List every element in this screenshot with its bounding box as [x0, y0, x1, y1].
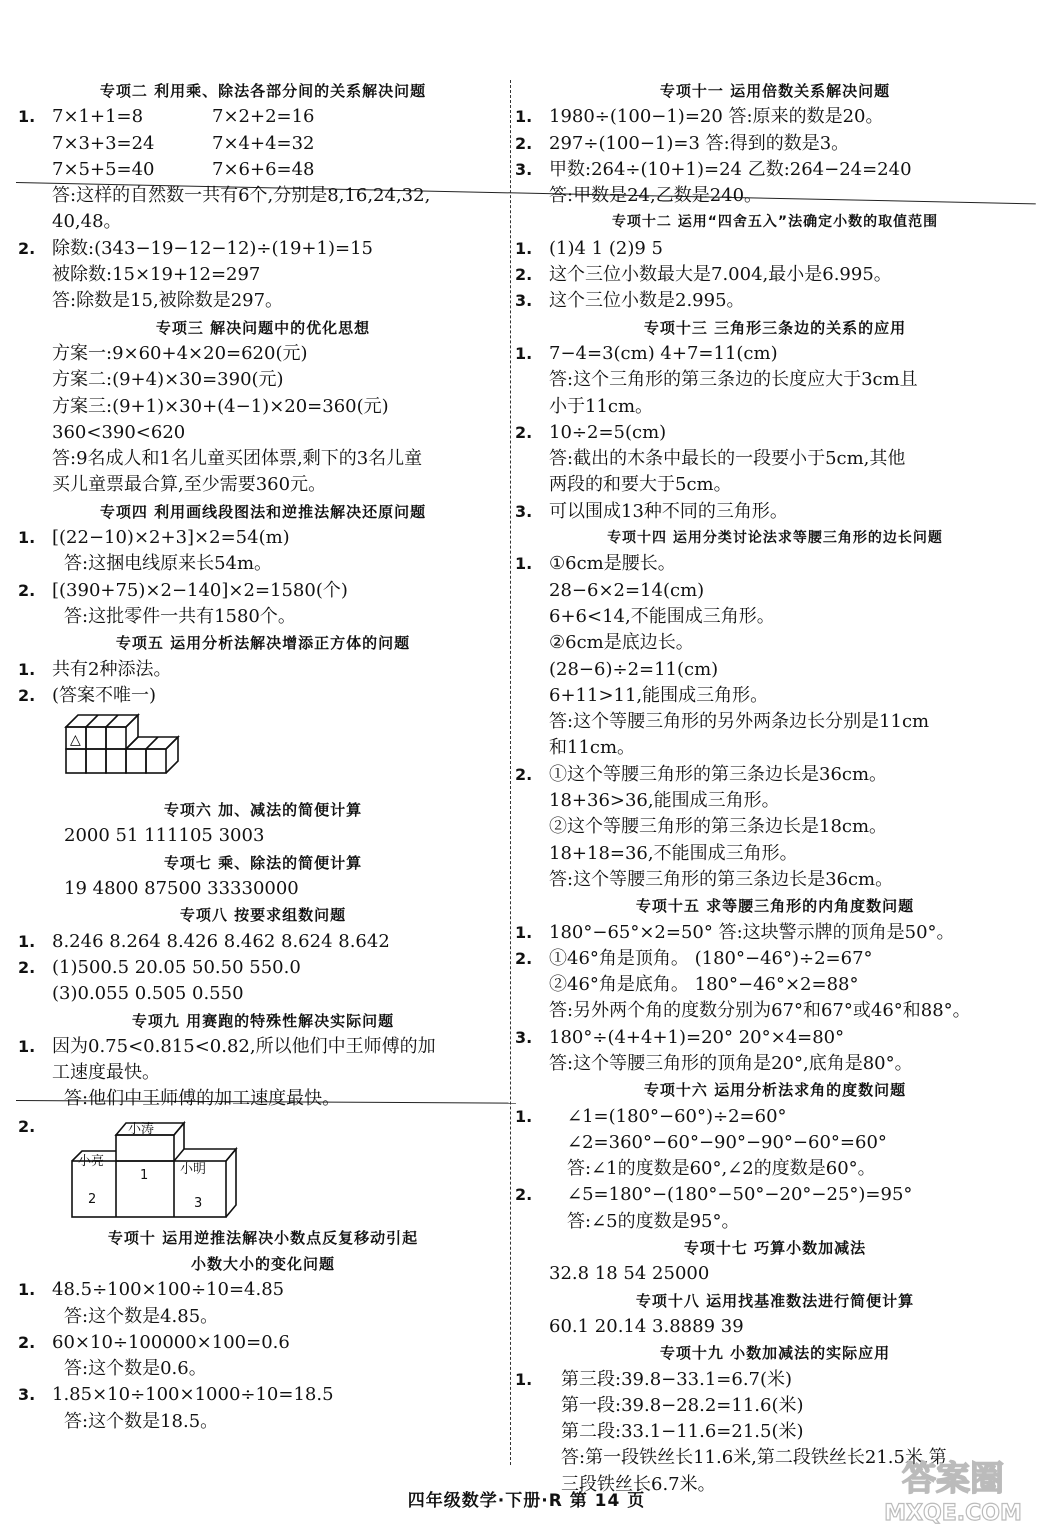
- podium-label-top: 小涛: [128, 1121, 155, 1137]
- podium-figure: [18, 1113, 508, 1225]
- cube-figure: [18, 709, 508, 787]
- equation: 7×6+6=48: [212, 158, 315, 180]
- question-number: 2.: [18, 1332, 36, 1352]
- answer-text: 18+18=36,不能围成三角形。: [549, 842, 798, 864]
- equation: ∠5=180°−(180°−50°−20°−25°)=95°: [567, 1184, 913, 1206]
- question-number: 2.: [18, 238, 36, 258]
- answer-text: 6+6<14,不能围成三角形。: [549, 605, 775, 627]
- answer-text: 买儿童票最合算,至少需要360元。: [52, 474, 327, 496]
- equation: 297÷(100−1)=3 答:得到的数是3。: [549, 132, 850, 154]
- equation: ①46°角是顶角。 (180°−46°)÷2=67°: [549, 947, 873, 969]
- equation: 7×2+2=16: [212, 106, 315, 128]
- answer-text: 6+11>11,能围成三角形。: [549, 684, 769, 706]
- answer-text: 答:∠1的度数是60°,∠2的度数是60°。: [567, 1158, 876, 1180]
- right-column: [515, 78, 1035, 1498]
- equation: 第二段:33.1−11.6=21.5(米): [561, 1421, 804, 1443]
- section-title: 专项十二 运用“四舍五入”法确定小数的取值范围: [611, 214, 939, 231]
- question-number: 1.: [515, 1106, 533, 1126]
- question-number: 3.: [515, 1027, 533, 1047]
- equation: ∠2=360°−60°−90°−90°−60°=60°: [567, 1131, 887, 1153]
- answer-list: 19 4800 87500 33330000: [64, 878, 299, 900]
- watermark-url: MXQE.COM: [884, 1501, 1022, 1526]
- answer-text: 答:这批零件一共有1580个。: [64, 605, 296, 627]
- question-number: 1.: [515, 554, 533, 574]
- answer-text: 这个三位小数最大是7.004,最小是6.995。: [549, 264, 892, 286]
- equation: ∠1=(180°−60°)÷2=60°: [567, 1105, 787, 1127]
- question-number: 3.: [515, 159, 533, 179]
- equation: 28−6×2=14(cm): [549, 579, 705, 601]
- equation: 48.5÷100×100÷10=4.85: [52, 1279, 285, 1301]
- answer-text: 答:9名成人和1名儿童买团体票,剩下的3名儿童: [52, 448, 423, 470]
- watermark-text: 答案圈: [902, 1459, 1004, 1499]
- podium-rank: 2: [88, 1191, 97, 1207]
- section-title: 专项十一 运用倍数关系解决问题: [659, 82, 891, 100]
- answer-text: 三段铁丝长6.7米。: [561, 1473, 716, 1495]
- answer-list: (1)4 1 (2)9 5: [549, 237, 663, 259]
- equation: (28−6)÷2=11(cm): [549, 658, 719, 680]
- equation: 60×10÷100000×100=0.6: [52, 1331, 290, 1353]
- answer-list: 2000 51 111105 3003: [64, 825, 265, 847]
- equation: 第一段:39.8−28.2=11.6(米): [561, 1394, 804, 1416]
- equation: 1.85×10÷100×1000÷10=18.5: [52, 1384, 334, 1406]
- answer-text: 答:截出的木条中最长的一段要小于5cm,其他: [549, 448, 906, 470]
- question-number: 2.: [18, 957, 36, 977]
- answer-text: 答:除数是15,被除数是297。: [52, 290, 284, 312]
- question-number: 1.: [515, 238, 533, 258]
- answer-text: 答:第一段铁丝长11.6米,第二段铁丝长21.5米,第: [561, 1447, 947, 1469]
- equation: 7×4+4=32: [212, 132, 315, 154]
- equation: 方案一:9×60+4×20=620(元): [52, 342, 308, 364]
- answer-list: (1)500.5 20.05 50.50 550.0: [52, 956, 301, 978]
- answer-text: 答:这个数是4.85。: [64, 1305, 219, 1327]
- answer-text: 答:这个数是18.5。: [64, 1410, 219, 1432]
- answer-text: 答:这个三角形的第三条边的长度应大于3cm且: [549, 369, 918, 391]
- equation: 7×5+5=40: [52, 158, 155, 180]
- answer-text: 答:这个等腰三角形的另外两条边长分别是11cm: [549, 711, 930, 733]
- question-number: 3.: [515, 291, 533, 311]
- section-title: 专项十八 运用找基准数法进行简便计算: [635, 1291, 915, 1310]
- answer-text: 答:这样的自然数一共有6个,分别是8,16,24,32,: [52, 185, 431, 207]
- question-number: 1.: [18, 528, 36, 548]
- question-number: 1.: [18, 1280, 36, 1300]
- answer-text: 答:甲数是24,乙数是240。: [549, 185, 763, 207]
- answer-text: 答:这捆电线原来长54m。: [64, 553, 273, 575]
- watermark-logo: [866, 1448, 1041, 1528]
- question-number: 1.: [515, 1369, 533, 1389]
- answer-text: 答:另外两个角的度数分别为67°和67°或46°和88°。: [549, 1000, 971, 1022]
- section-title: 专项六 加、减法的简便计算: [163, 801, 363, 820]
- column-divider: [510, 80, 511, 1465]
- question-number: 2.: [515, 133, 533, 153]
- answer-text: 因为0.75<0.815<0.82,所以他们中王师傅的加: [52, 1035, 436, 1057]
- equation: 方案二:(9+4)×30=390(元): [52, 369, 284, 391]
- answer-text: (答案不唯一): [52, 684, 157, 706]
- left-column: [18, 78, 508, 1435]
- equation: 7−4=3(cm) 4+7=11(cm): [549, 342, 778, 364]
- question-number: 2.: [515, 422, 533, 442]
- answer-text: ①这个等腰三角形的第三条边长是36cm。: [549, 763, 888, 785]
- answer-text: ①6cm是腰长。: [549, 553, 676, 575]
- answer-text: ②6cm是底边长。: [549, 632, 694, 654]
- answer-text: 答:∠5的度数是95°。: [567, 1210, 740, 1232]
- answer-text: 答:这个数是0.6。: [64, 1358, 207, 1380]
- answer-text: 两段的和要大于5cm。: [549, 474, 732, 496]
- section-title: 专项十九 小数加减法的实际应用: [659, 1344, 891, 1363]
- equation: 180°−65°×2=50° 答:这块警示牌的顶角是50°。: [549, 921, 955, 943]
- equation: 7×1+1=8: [52, 106, 144, 128]
- section-title: 小数大小的变化问题: [190, 1254, 335, 1273]
- answer-text: 共有2种添法。: [52, 658, 172, 680]
- section-title: 专项五 运用分析法解决增添正方体的问题: [115, 634, 411, 653]
- equation: 1980÷(100−1)=20 答:原来的数是20。: [549, 106, 884, 128]
- equation: 除数:(343−19−12−12)÷(19+1)=15: [52, 237, 373, 259]
- answer-list: 8.246 8.264 8.426 8.462 8.624 8.642: [52, 930, 390, 952]
- equation: 10÷2=5(cm): [549, 421, 667, 443]
- podium-label-left: 小亮: [78, 1153, 105, 1169]
- section-title: 专项十三 三角形三条边的关系的应用: [643, 318, 907, 337]
- answer-text: 可以围成13种不同的三角形。: [549, 500, 788, 522]
- section-title: 专项十五 求等腰三角形的内角度数问题: [635, 897, 915, 916]
- podium-label-right: 小明: [180, 1161, 207, 1177]
- answer-list: 32.8 18 54 25000: [549, 1263, 710, 1285]
- answer-text: 和11cm。: [549, 737, 636, 759]
- section-title: 专项十六 运用分析法求角的度数问题: [643, 1081, 907, 1100]
- answer-text: 答:这个等腰三角形的第三条边长是36cm。: [549, 868, 894, 890]
- section-title: 专项七 乘、除法的简便计算: [163, 853, 363, 872]
- answer-text: 这个三位小数是2.995。: [549, 290, 745, 312]
- cube-stack-drawing: [62, 709, 222, 787]
- equation: 180°÷(4+4+1)=20° 20°×4=80°: [549, 1026, 845, 1048]
- question-number: 2.: [18, 685, 36, 705]
- question-number: 2.: [515, 764, 533, 784]
- question-number: 2.: [18, 1116, 36, 1136]
- equation: 甲数:264÷(10+1)=24 乙数:264−24=240: [549, 158, 912, 180]
- question-number: 1.: [18, 107, 36, 127]
- question-number: 1.: [515, 107, 533, 127]
- podium-drawing: [68, 1113, 258, 1223]
- section-title: 专项三 解决问题中的优化思想: [155, 318, 371, 337]
- answer-list: (3)0.055 0.505 0.550: [52, 983, 244, 1005]
- equation: 360<390<620: [52, 421, 186, 443]
- answer-text: 工速度最快。: [52, 1062, 160, 1084]
- answer-text: 40,48。: [52, 211, 122, 233]
- question-number: 1.: [18, 1036, 36, 1056]
- question-number: 2.: [515, 1185, 533, 1205]
- section-title: 专项四 利用画线段图法和逆推法解决还原问题: [99, 502, 427, 521]
- question-number: 1.: [18, 659, 36, 679]
- answer-text: ②这个等腰三角形的第三条边长是18cm。: [549, 816, 888, 838]
- section-title: 专项九 用赛跑的特殊性解决实际问题: [131, 1011, 395, 1030]
- question-number: 3.: [515, 501, 533, 521]
- page-footer: 四年级数学·下册·R 第 14 页: [407, 1491, 646, 1511]
- answer-text: 答:他们中王师傅的加工速度最快。: [64, 1088, 341, 1110]
- answer-text: 小于11cm。: [549, 395, 654, 417]
- equation: [(390+75)×2−140]×2=1580(个): [52, 579, 348, 601]
- section-title: 专项十四 运用分类讨论法求等腰三角形的边长问题: [607, 530, 943, 547]
- podium-rank: 3: [194, 1195, 203, 1211]
- equation: 第三段:39.8−33.1=6.7(米): [561, 1368, 793, 1390]
- triangle-mark: △: [70, 732, 81, 749]
- equation: [(22−10)×2+3]×2=54(m): [52, 527, 290, 549]
- podium-rank: 1: [140, 1167, 149, 1183]
- answer-text: 18+36>36,能围成三角形。: [549, 790, 780, 812]
- section-title: 专项二 利用乘、除法各部分间的关系解决问题: [99, 82, 427, 100]
- section-title: 专项八 按要求组数问题: [179, 906, 347, 925]
- question-number: 1.: [515, 343, 533, 363]
- answer-list: 60.1 20.14 3.8889 39: [549, 1315, 744, 1337]
- equation: 7×3+3=24: [52, 132, 155, 154]
- question-number: 2.: [515, 265, 533, 285]
- section-title: 专项十 运用逆推法解决小数点反复移动引起: [107, 1228, 419, 1247]
- equation: ②46°角是底角。 180°−46°×2=88°: [549, 974, 859, 996]
- question-number: 1.: [515, 922, 533, 942]
- equation: 方案三:(9+1)×30+(4−1)×20=360(元): [52, 395, 389, 417]
- equation: 被除数:15×19+12=297: [52, 264, 261, 286]
- question-number: 2.: [18, 580, 36, 600]
- answer-text: 答:这个等腰三角形的顶角是20°,底角是80°。: [549, 1052, 913, 1074]
- question-number: 3.: [18, 1385, 36, 1405]
- question-number: 2.: [515, 948, 533, 968]
- section-title: 专项十七 巧算小数加减法: [683, 1239, 867, 1258]
- question-number: 1.: [18, 931, 36, 951]
